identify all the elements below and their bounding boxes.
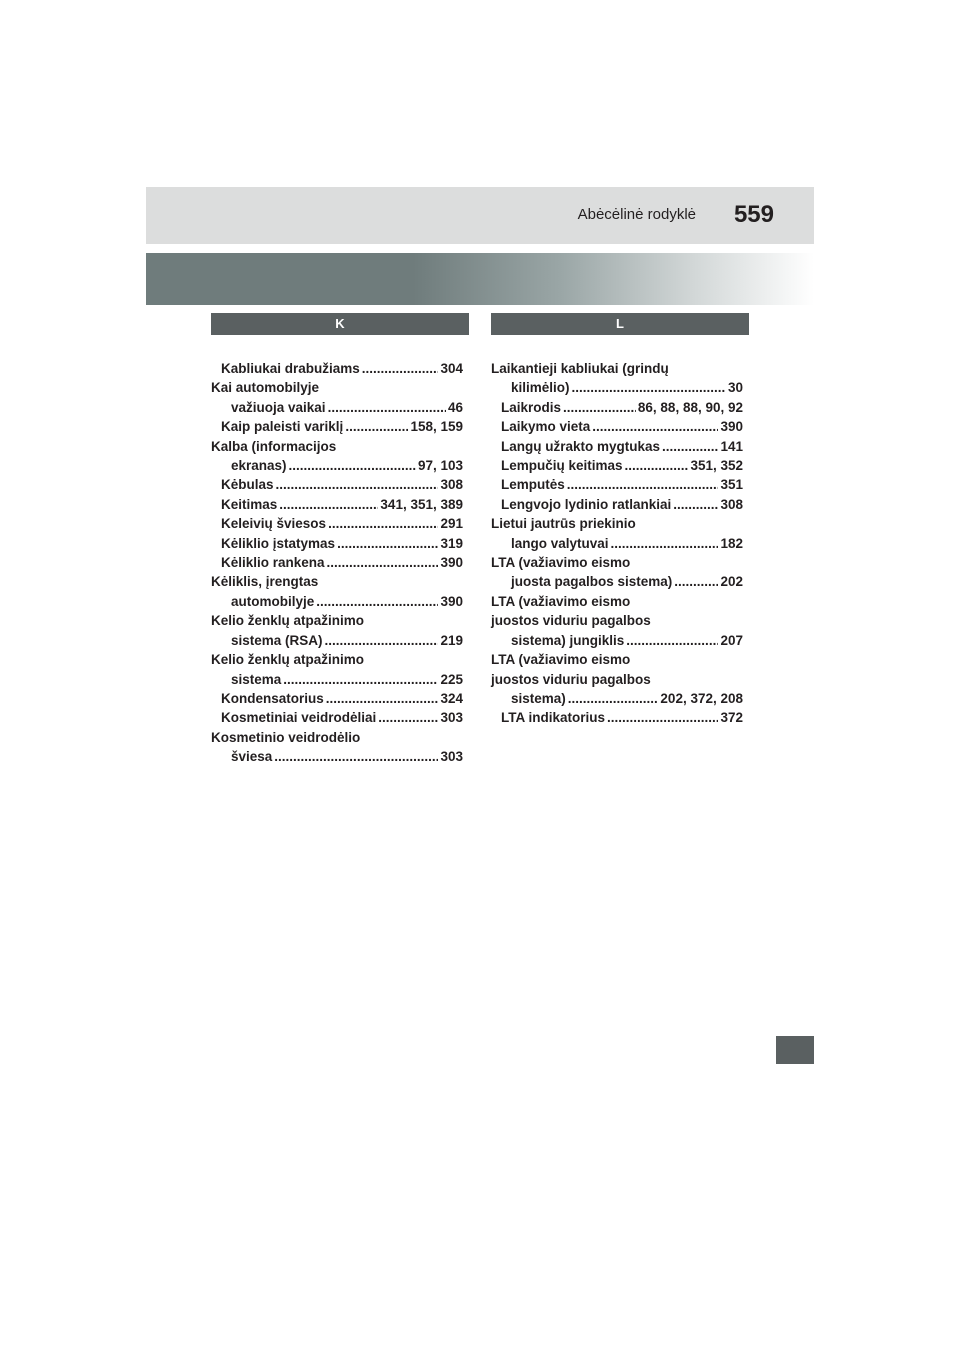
index-column-l (491, 313, 749, 728)
index-entry-term: Lempučių keitimas (501, 458, 623, 474)
index-entry-term: lango valytuvai (511, 535, 609, 551)
dot-leader (572, 378, 726, 397)
index-entry-pages: 219 (440, 632, 463, 648)
index-entry-leader-line (221, 747, 463, 766)
index-entry-pages: 202 (720, 574, 743, 590)
index-entry-pages: 372 (720, 710, 743, 726)
dot-leader (326, 689, 439, 708)
index-entry-list-l (491, 359, 749, 728)
index-entry-line: Kėliklis, įrengtas (211, 574, 319, 590)
dot-leader (325, 631, 439, 650)
index-entry-pages: 351 (720, 477, 743, 493)
index-entry (211, 553, 463, 572)
index-entry-leader-line (501, 475, 743, 494)
index-entry (211, 650, 463, 689)
index-entry-pages: 319 (440, 535, 463, 551)
dot-leader (625, 456, 689, 475)
index-entry (211, 359, 463, 378)
index-entry (491, 514, 743, 553)
index-entry-term: Kėbulas (221, 477, 274, 493)
index-entry-line: Laikantieji kabliukai (grindų (491, 361, 669, 376)
dot-leader (328, 398, 446, 417)
index-entry-pages: 390 (440, 555, 463, 571)
index-entry-leader-line (221, 475, 463, 494)
index-entry-leader-line (221, 708, 463, 727)
index-entry-pages: 158, 159 (410, 419, 463, 435)
index-entry (491, 456, 743, 475)
index-entry-pages: 308 (440, 477, 463, 493)
index-entry (491, 708, 743, 727)
page-header (146, 187, 814, 244)
index-entry-term: Kėliklio įstatymas (221, 535, 336, 551)
index-entry-term: sistema (RSA) (231, 632, 323, 648)
index-column-k (211, 313, 469, 767)
index-entry-leader-line (221, 592, 463, 611)
section-title: Abėcėlinė rodyklė (577, 206, 696, 223)
index-entry (211, 728, 463, 767)
index-entry-pages: 324 (440, 690, 463, 706)
index-entry-term: Langų užrakto mygtukas (501, 438, 661, 454)
dot-leader (378, 708, 438, 727)
index-entry-pages: 304 (440, 361, 463, 376)
dot-leader (276, 475, 439, 494)
index-entry-term: Kondensatorius (221, 690, 324, 706)
index-entry-pages: 291 (440, 516, 463, 532)
index-entry-pages: 303 (440, 749, 463, 765)
index-entry (491, 592, 743, 650)
index-entry-leader-line (501, 689, 743, 708)
index-entry-leader-line (501, 495, 743, 514)
index-entry-term: ekranas) (231, 458, 287, 474)
index-entry-pages: 46 (447, 399, 463, 415)
index-entry (211, 495, 463, 514)
index-entry-leader-line (221, 689, 463, 708)
dot-leader (289, 456, 416, 475)
letter-header-k: K (211, 313, 469, 335)
index-entry-term: LTA indikatorius (501, 710, 605, 726)
dot-leader (592, 417, 718, 436)
index-entry (211, 708, 463, 727)
index-entry (491, 475, 743, 494)
index-entry-leader-line (501, 398, 743, 417)
dot-leader (337, 534, 438, 553)
index-entry (211, 437, 463, 476)
index-entry-term: Lemputės (501, 477, 565, 493)
dot-leader (611, 534, 719, 553)
index-entry-term: Kabliukai drabužiams (221, 361, 360, 376)
index-entry-leader-line (501, 437, 743, 456)
index-entry-leader-line (501, 631, 743, 650)
dot-leader (345, 417, 408, 436)
index-entry-term: kilimėlio) (511, 380, 570, 396)
dot-leader (362, 359, 439, 378)
index-entry-leader-line (501, 572, 743, 591)
index-entry-term: juosta pagalbos sistema) (511, 574, 673, 590)
index-entry-pages: 207 (720, 632, 743, 648)
index-entry-leader-line (221, 417, 463, 436)
index-entry-pages: 30 (727, 380, 743, 396)
chapter-side-tab (776, 1036, 814, 1064)
index-entry-pages: 390 (440, 593, 463, 609)
dot-leader (327, 553, 439, 572)
index-entry-line: Kalba (informacijos (211, 438, 337, 454)
index-entry-leader-line (501, 456, 743, 475)
index-entry (491, 417, 743, 436)
index-entry-leader-line (221, 670, 463, 689)
index-entry-term: Kaip paleisti variklį (221, 419, 344, 435)
index-entry-pages: 341, 351, 389 (380, 496, 463, 512)
dot-leader (607, 708, 718, 727)
index-entry (491, 553, 743, 592)
index-entry-pages: 308 (720, 496, 743, 512)
index-entry-term: Laikymo vieta (501, 419, 591, 435)
decorative-gradient-bar (146, 253, 814, 305)
index-entry-leader-line (221, 495, 463, 514)
dot-leader (626, 631, 718, 650)
index-entry-leader-line (501, 534, 743, 553)
index-entry-leader-line (221, 456, 463, 475)
dot-leader (316, 592, 438, 611)
index-entry-term: Kosmetiniai veidrodėliai (221, 710, 377, 726)
index-entry (211, 611, 463, 650)
index-entry-leader-line (501, 417, 743, 436)
index-entry-term: Lengvojo lydinio ratlankiai (501, 496, 672, 512)
index-entry-leader-line (501, 708, 743, 727)
dot-leader (662, 437, 718, 456)
index-entry (491, 495, 743, 514)
index-entry-leader-line (221, 359, 463, 378)
index-entry-line: Kelio ženklų atpažinimo (211, 613, 365, 629)
index-entry-line: LTA (važiavimo eismo (491, 593, 631, 609)
index-entry-term: šviesa (231, 749, 273, 765)
dot-leader (283, 670, 438, 689)
index-entry-pages: 225 (440, 671, 463, 687)
index-entry-pages: 202, 372, 208 (660, 690, 743, 706)
index-entry-pages: 97, 103 (417, 458, 463, 474)
index-entry (491, 437, 743, 456)
index-entry-term: sistema (231, 671, 282, 687)
index-entry (211, 417, 463, 436)
dot-leader (673, 495, 718, 514)
index-entry-line: Kelio ženklų atpažinimo (211, 652, 365, 668)
dot-leader (279, 495, 378, 514)
index-entry-line: LTA (važiavimo eismo (491, 652, 631, 668)
index-entry (211, 475, 463, 494)
index-entry-term: automobilyje (231, 593, 315, 609)
index-entry (211, 378, 463, 417)
index-entry-list-k (211, 359, 469, 767)
index-entry-pages: 182 (720, 535, 743, 551)
letter-header-l: L (491, 313, 749, 335)
index-entry-pages: 86, 88, 88, 90, 92 (637, 399, 743, 415)
index-entry-term: Keleivių šviesos (221, 516, 327, 532)
index-entry-pages: 303 (440, 710, 463, 726)
index-entry (211, 572, 463, 611)
dot-leader (568, 689, 659, 708)
index-entry-leader-line (221, 553, 463, 572)
dot-leader (563, 398, 636, 417)
index-entry-term: važiuoja vaikai (231, 399, 326, 415)
index-entry-leader-line (221, 514, 463, 533)
dot-leader (674, 572, 718, 591)
index-entry-term: sistema) (511, 690, 566, 706)
index-entry (491, 359, 743, 398)
index-entry (211, 689, 463, 708)
index-entry-line: juostos viduriu pagalbos (491, 613, 651, 629)
index-entry-line: Kai automobilyje (211, 380, 320, 396)
index-entry-pages: 351, 352 (690, 458, 743, 474)
index-entry-leader-line (221, 534, 463, 553)
index-entry-pages: 390 (720, 419, 743, 435)
index-entry-line: juostos viduriu pagalbos (491, 671, 651, 687)
index-entry (211, 534, 463, 553)
dot-leader (328, 514, 438, 533)
index-entry (211, 514, 463, 533)
index-entry-leader-line (221, 631, 463, 650)
dot-leader (567, 475, 719, 494)
index-entry (491, 650, 743, 708)
index-entry-line: Lietui jautrūs priekinio (491, 516, 636, 532)
index-entry-leader-line (501, 378, 743, 397)
index-entry-leader-line (221, 398, 463, 417)
page-number: 559 (733, 201, 774, 228)
index-entry (491, 398, 743, 417)
index-entry-pages: 141 (720, 438, 743, 454)
index-entry-line: LTA (važiavimo eismo (491, 555, 631, 571)
index-entry-term: sistema) jungiklis (511, 632, 625, 648)
index-entry-line: Kosmetinio veidrodėlio (211, 729, 361, 745)
index-entry-term: Kėliklio rankena (221, 555, 325, 571)
dot-leader (274, 747, 438, 766)
index-entry-term: Laikrodis (501, 399, 562, 415)
index-entry-term: Keitimas (221, 496, 278, 512)
